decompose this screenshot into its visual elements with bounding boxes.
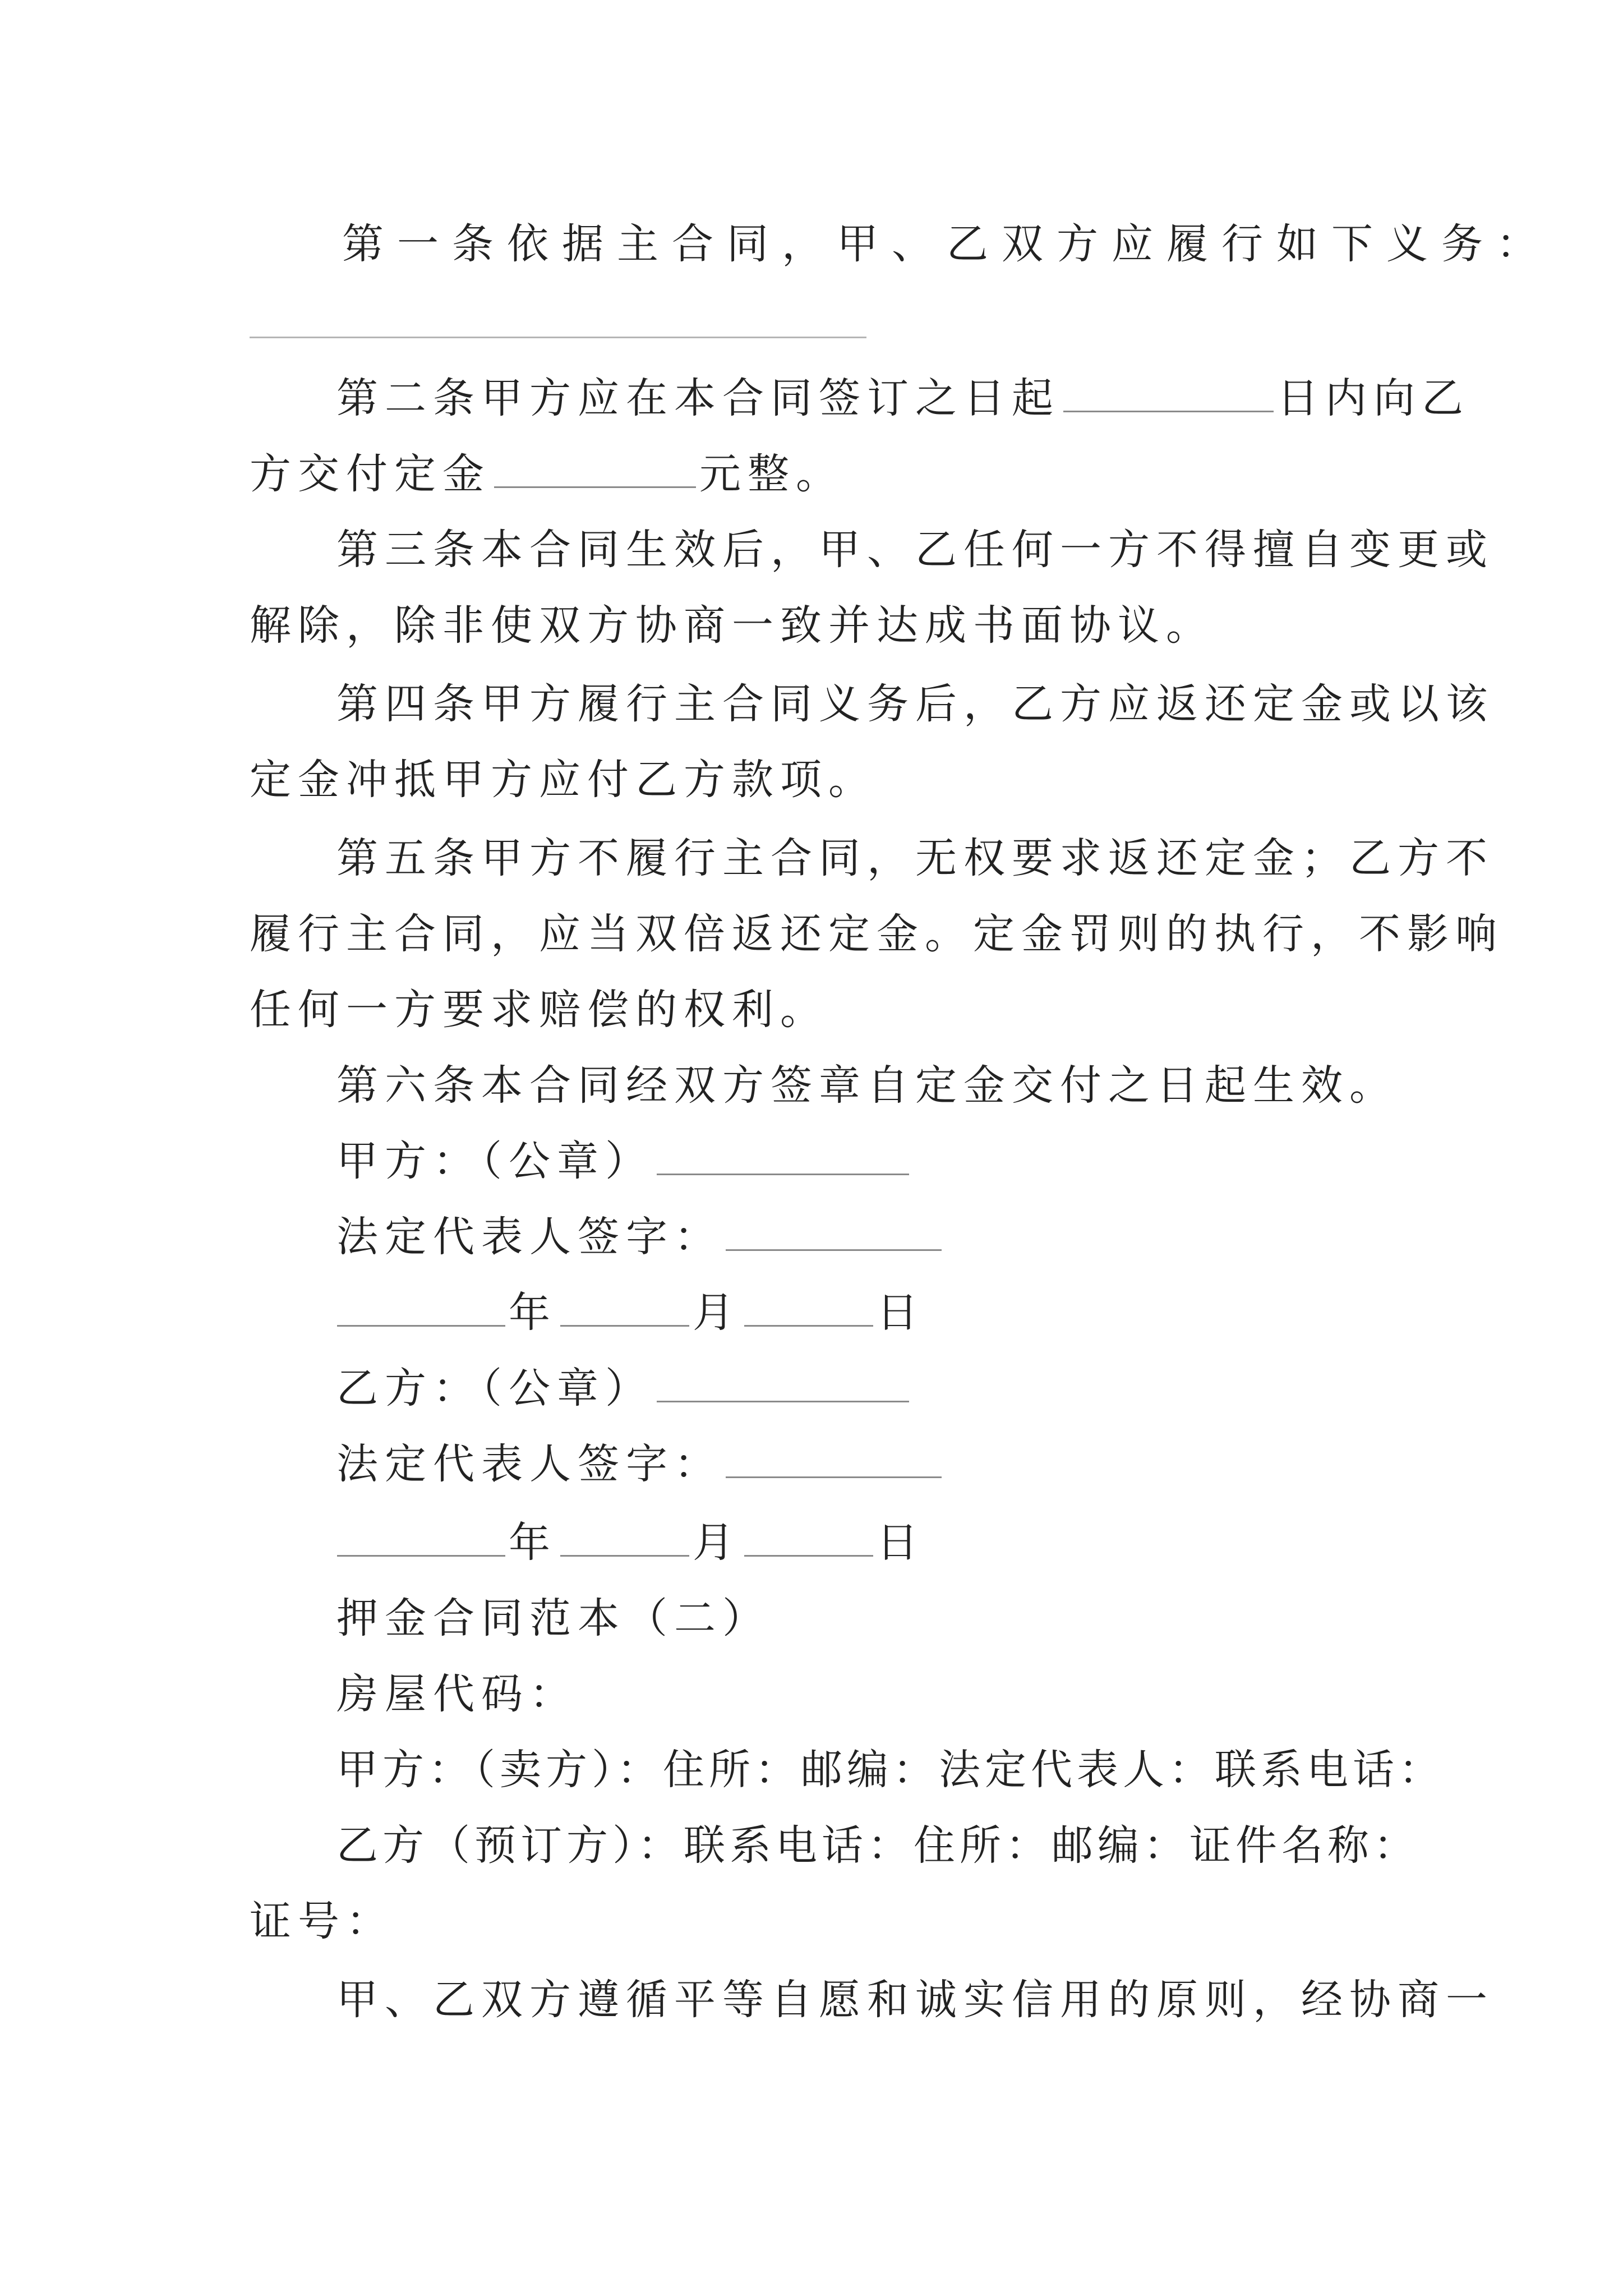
house-code (336, 1666, 578, 1722)
party-a-rep-blank (726, 1216, 942, 1251)
party-b-day: 日 (877, 1519, 925, 1567)
article-5-line-2 (250, 906, 1504, 962)
party-a-day: 日 (877, 1289, 925, 1337)
article-2-text-1: 第二条甲方应在本合同签订之日起 (336, 374, 1060, 422)
article-2-text-2: 日内向乙 (1277, 374, 1470, 422)
article-1-text: 第一条依据主合同，甲、乙双方应履行如下义务： (342, 220, 1551, 268)
seller-info (336, 1742, 1445, 1798)
article-1-blank (250, 337, 866, 338)
article-2-text-4: 元整。 (699, 450, 844, 498)
party-b-year: 年 (509, 1519, 557, 1567)
party-a-seal-blank (657, 1140, 909, 1175)
party-a-year-blank (337, 1291, 505, 1327)
seller-info-text: 甲方：（卖方）：住所：邮编：法定代表人：联系电话： (336, 1746, 1445, 1794)
template-2-title (336, 1590, 771, 1646)
article-5-text-2: 履行主合同，应当双倍返还定金。定金罚则的执行，不影响 (250, 910, 1504, 958)
article-3-text-1: 第三条本合同生效后，甲、乙任何一方不得擅自变更或 (336, 526, 1494, 574)
intro-line-text: 甲、乙双方遵循平等自愿和诚实信用的原则，经协商一 (336, 1976, 1494, 2024)
intro-line (336, 1972, 1494, 2028)
article-2-line-2 (250, 446, 844, 502)
article-1 (342, 216, 1551, 272)
deposit-amount-blank (494, 453, 696, 488)
party-b-date (334, 1515, 925, 1571)
article-2-line-1 (336, 370, 1470, 426)
party-a-day-blank (744, 1291, 873, 1327)
buyer-info-text-2: 证号： (250, 1897, 394, 1945)
article-3-text-2: 解除，除非使双方协商一致并达成书面协议。 (250, 601, 1214, 650)
party-a-month-blank (560, 1291, 689, 1327)
article-5-line-3 (250, 982, 828, 1038)
party-a-year: 年 (509, 1289, 557, 1337)
party-a-seal (336, 1133, 912, 1189)
article-2-text-3: 方交付定金 (250, 450, 491, 498)
party-b-month-blank (560, 1521, 689, 1557)
deposit-days-blank (1063, 377, 1274, 412)
buyer-info-line-2 (250, 1893, 394, 1949)
party-b-seal (336, 1360, 912, 1416)
party-b-day-blank (744, 1521, 873, 1557)
party-a-date (334, 1285, 925, 1341)
article-6-text: 第六条本合同经双方签章自定金交付之日起生效。 (336, 1061, 1398, 1110)
article-5-text-3: 任何一方要求赔偿的权利。 (250, 986, 828, 1034)
article-4-line-1 (336, 676, 1494, 732)
article-4-text-1: 第四条甲方履行主合同义务后，乙方应返还定金或以该 (336, 680, 1494, 728)
article-5-text-1: 第五条甲方不履行主合同，无权要求返还定金；乙方不 (336, 834, 1494, 882)
party-b-seal-blank (657, 1367, 909, 1402)
party-a-seal-label: 甲方：（公章） (336, 1137, 653, 1185)
buyer-info-text-1: 乙方（预订方）：联系电话：住所：邮编：证件名称： (336, 1821, 1419, 1870)
article-4-line-2 (250, 752, 877, 808)
article-6 (336, 1057, 1398, 1114)
article-5-line-1 (336, 830, 1494, 886)
party-a-rep-label: 法定代表人签字： (336, 1213, 722, 1261)
party-b-rep-label: 法定代表人签字： (336, 1440, 722, 1488)
article-4-text-2: 定金冲抵甲方应付乙方款项。 (250, 756, 877, 804)
party-b-year-blank (337, 1521, 505, 1557)
party-a-month: 月 (693, 1289, 741, 1337)
article-3-line-1 (336, 522, 1494, 578)
template-2-title-text: 押金合同范本（二） (336, 1594, 771, 1642)
article-3-line-2 (250, 597, 1214, 654)
party-b-representative (336, 1436, 945, 1492)
party-b-seal-label: 乙方：（公章） (336, 1364, 653, 1412)
party-b-month: 月 (693, 1519, 741, 1567)
house-code-label: 房屋代码： (336, 1670, 578, 1718)
party-b-rep-blank (726, 1443, 942, 1478)
party-a-representative (336, 1209, 945, 1265)
buyer-info-line-1 (336, 1818, 1419, 1874)
